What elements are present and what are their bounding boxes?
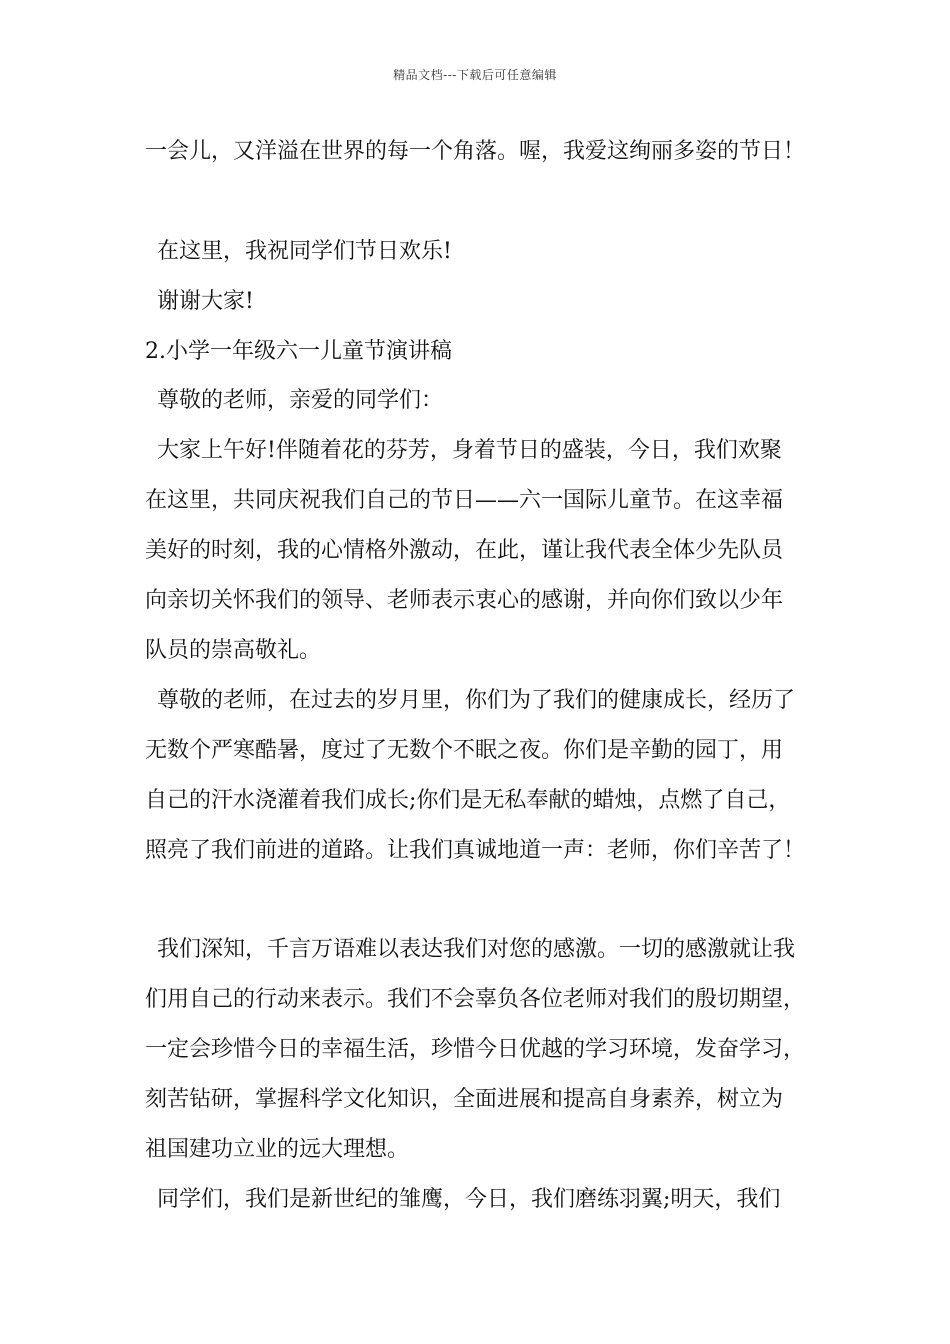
text-line: 自己的汗水浇灌着我们成长;你们是无私奉献的蜡烛，点燃了自己， xyxy=(145,788,791,813)
text-line: 在这里，我祝同学们节日欢乐! xyxy=(157,239,452,264)
text-line: 尊敬的老师，亲爱的同学们： xyxy=(157,388,444,413)
text-line: 美好的时刻，我的心情格外激动，在此，谨让我代表全体少先队员 xyxy=(145,538,784,563)
page-header: 精品文档---下载后可任意编辑 xyxy=(393,68,557,82)
text-line: 一定会珍惜今日的幸福生活，珍惜今日优越的学习环境，发奋学习， xyxy=(145,1037,806,1062)
text-line: 向亲切关怀我们的领导、老师表示衷心的感谢，并向你们致以少年 xyxy=(145,588,784,613)
text-line: 祖国建功立业的远大理想。 xyxy=(145,1137,410,1162)
text-line: 照亮了我们前进的道路。让我们真诚地道一声：老师，你们辛苦了！ xyxy=(145,838,806,863)
text-line: 同学们，我们是新世纪的雏鹰，今日，我们磨练羽翼;明天，我们 xyxy=(157,1187,781,1212)
text-line: 尊敬的老师，在过去的岁月里，你们为了我们的健康成长，经历了 xyxy=(157,688,796,713)
text-line: 谢谢大家! xyxy=(157,289,254,314)
text-line: 无数个严寒酷暑，度过了无数个不眠之夜。你们是辛勤的园丁，用 xyxy=(145,738,784,763)
text-line: 我们深知，千言万语难以表达我们对您的感激。一切的感激就让我 xyxy=(157,937,796,962)
text-line: 在这里，共同庆祝我们自己的节日——六一国际儿童节。在这幸福 xyxy=(145,488,784,513)
section-heading: 2.小学一年级六一儿童节演讲稿 xyxy=(145,339,452,364)
text-line: 们用自己的行动来表示。我们不会辜负各位老师对我们的殷切期望， xyxy=(145,987,806,1012)
text-line: 大家上午好!伴随着花的芬芳，身着节日的盛装，今日，我们欢聚 xyxy=(157,438,782,463)
text-line: 队员的崇高敬礼。 xyxy=(145,638,322,663)
text-line: 刻苦钻研，掌握科学文化知识，全面进展和提高自身素养，树立为 xyxy=(145,1087,784,1112)
text-line: 一会儿，又洋溢在世界的每一个角落。喔，我爱这绚丽多姿的节日！ xyxy=(145,139,806,164)
